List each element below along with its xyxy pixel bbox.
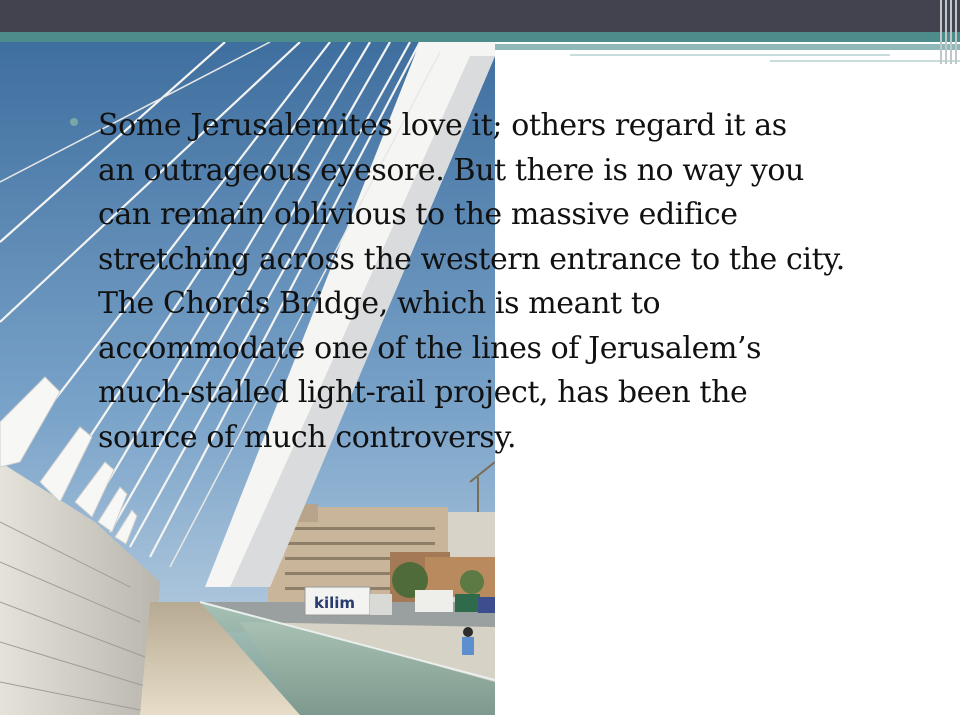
bullet-list [70,104,930,460]
slide-corner-stripes [936,0,960,64]
truck-label: kilim [314,594,356,612]
slide-decorative-lines [570,52,960,66]
bullet-icon [70,118,78,126]
bullet-text: Some Jerusalemites love it; others regard it as an outrageous eyesore. But there is no way you can remain oblivious to the massive edifice stretching across the western entrance to the city. The Chords Bridge, which is meant to accommodate one of the lines of Jerusalem’s much-stalled light-rail project, has been the source of much controversy. [98,108,845,455]
slide-accent-band-light [495,44,960,50]
slide-top-bar [0,0,960,32]
slide-accent-band [0,32,960,42]
